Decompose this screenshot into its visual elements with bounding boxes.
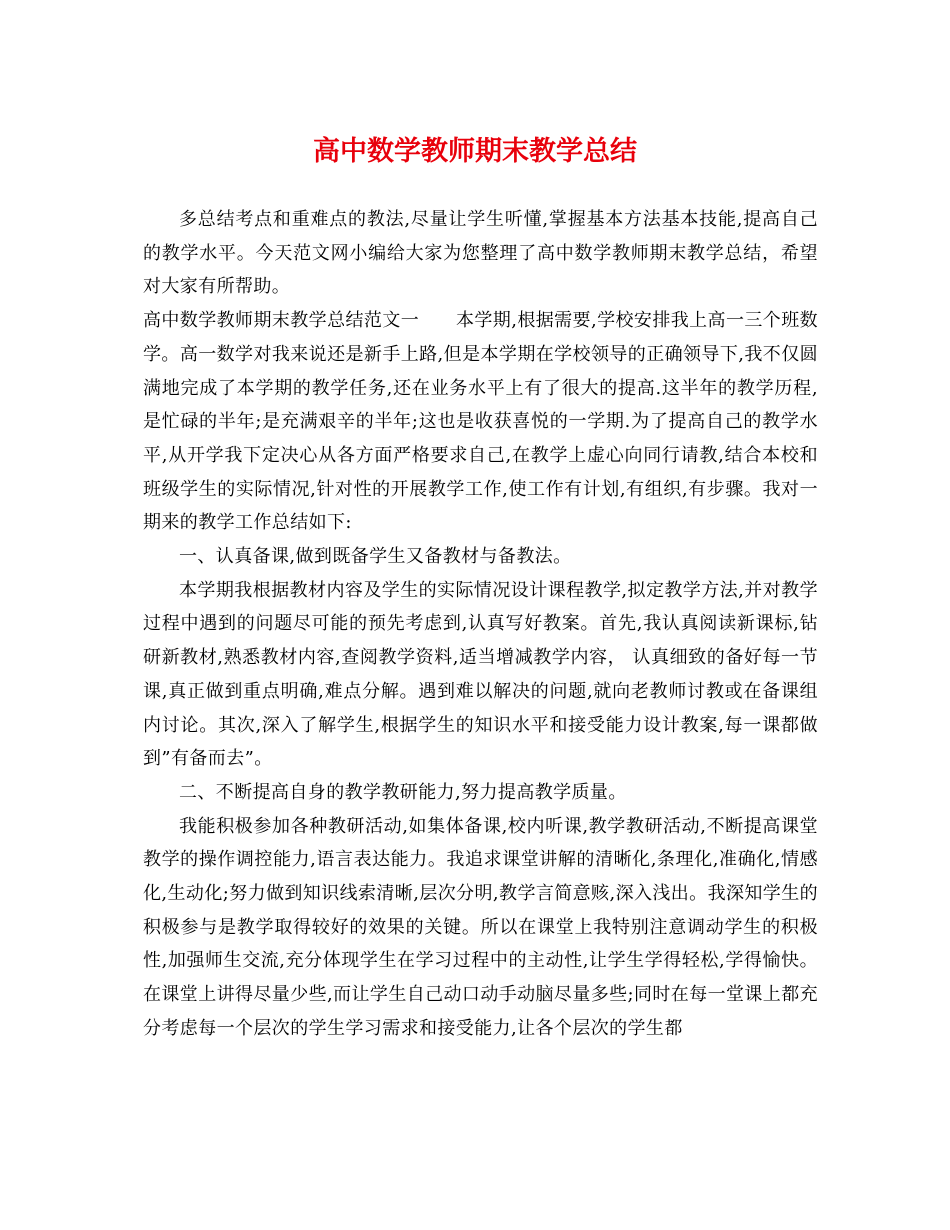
section-heading-two: 二、不断提高自身的教学教研能力,努力提高教学质量。 xyxy=(179,781,627,803)
paragraph-teaching-research: 我能积极参加各种教研活动,如集体备课,校内听课,教学教研活动,不断提高课堂教学的操作调控能力,语言表达能力。我追求课堂讲解的清晰化,条理化,准确化,情感化,生动化;努力做到知识线索清晰,层次分明,教学言简意赅,深入浅出。我深知学生的积极参与是教学取得较好的效果的关键。所以在课堂上我特别注意调动学生的积极性,加强师生交流,充分体现学生在学习过程中的主动性,让学生学得轻松,学得愉快。在课堂上讲得尽量少些,而让学生自己动口动手动脑尽量多些;同时在每一堂课上都充分考虑每一个层次的学生学习需求和接受能力,让各个层次的学生都 xyxy=(143,815,818,1039)
paragraph-lesson-prep: 本学期我根据教材内容及学生的实际情况设计课程教学,拟定教学方法,并对教学过程中遇到的问题尽可能的预先考虑到,认真写好教案。首先,我认真阅读新课标,钻研新教材,熟悉教材内容,查阅教学资料,适当增减教学内容， 认真细致的备好每一节课,真正做到重点明确,难点分解。遇到难以解决的问题,就向老教师讨教或在备课组内讨论。其次,深入了解学生,根据学生的知识水平和接受能力设计教案,每一课都做到”有备而去”。 xyxy=(143,579,818,770)
paragraph-sample-one: 高中数学教师期末教学总结范文一 本学期,根据需要,学校安排我上高一三个班数学。高一数学对我来说还是新手上路,但是本学期在学校领导的正确领导下,我不仅圆满地完成了本学期的教学任务,还在业务水平上有了很大的提高.这半年的教学历程,是忙碌的半年;是充满艰辛的半年;这也是收获喜悦的一学期.为了提高自己的教学水平,从开学我下定决心从各方面严格要求自己,在教学上虚心向同行请教,结合本校和班级学生的实际情况,针对性的开展教学工作,使工作有计划,有组织,有步骤。我对一期来的教学工作总结如下: xyxy=(143,310,818,534)
document-title: 高中数学教师期末教学总结 xyxy=(313,136,637,167)
section-heading-one: 一、认真备课,做到既备学生又备教材与备教法。 xyxy=(179,546,572,568)
paragraph-intro: 多总结考点和重难点的教法,尽量让学生听懂,掌握基本方法基本技能,提高自己的教学水平。今天范文网小编给大家为您整理了高中数学教师期末教学总结，希望对大家有所帮助。 xyxy=(143,209,818,298)
document-body xyxy=(143,203,818,1046)
